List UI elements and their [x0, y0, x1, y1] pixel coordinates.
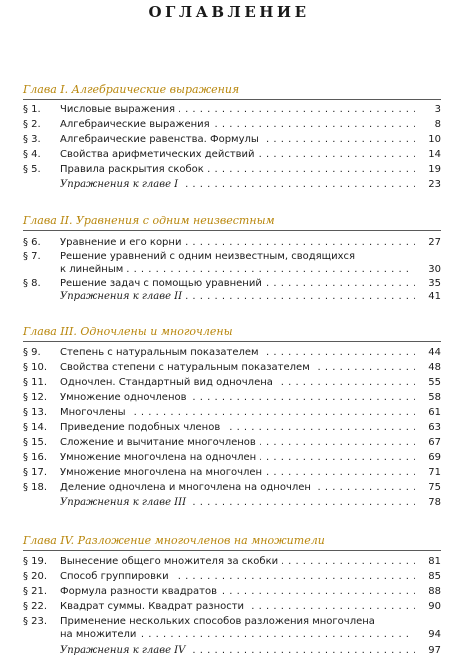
page-number: 69: [428, 452, 441, 463]
section-title: Приведение подобных членов: [60, 422, 224, 433]
page-title: ОГЛАВЛЕНИЕ: [148, 3, 310, 21]
toc-exercises-2[interactable]: [23, 290, 441, 303]
section-title: Способ группировки: [60, 571, 173, 582]
section-number: § 2.: [23, 119, 41, 130]
toc-entry-18[interactable]: [23, 481, 441, 494]
section-number: § 6.: [23, 237, 41, 248]
section-title: Одночлен. Стандартный вид одночлена: [60, 377, 277, 388]
section-number: § 12.: [23, 392, 48, 403]
section-number: § 16.: [23, 452, 48, 463]
section-number: § 23.: [23, 616, 48, 627]
page-number: 90: [428, 601, 441, 612]
toc-entry-19[interactable]: [23, 555, 441, 568]
toc-exercises-1[interactable]: [23, 178, 441, 191]
page-number: 81: [428, 556, 441, 567]
page-number: 23: [428, 179, 441, 190]
section-number: § 9.: [23, 347, 41, 358]
toc-exercises-3[interactable]: [23, 496, 441, 509]
toc-entry-12[interactable]: [23, 391, 441, 404]
page-number: 35: [428, 278, 441, 289]
toc-entry-22[interactable]: [23, 600, 441, 613]
page-number: 78: [428, 497, 441, 508]
section-number: § 7.: [23, 251, 41, 262]
section-title: Свойства степени с натуральным показателем: [60, 362, 314, 373]
toc-entry-23[interactable]: [23, 615, 441, 641]
page-number: 58: [428, 392, 441, 403]
section-title: Вынесение общего множителя за скобки: [60, 556, 282, 567]
toc-entry-11[interactable]: [23, 376, 441, 389]
page-number: 41: [428, 291, 441, 302]
toc-entry-16[interactable]: [23, 451, 441, 464]
section-number: § 1.: [23, 104, 41, 115]
page-number: 3: [434, 104, 441, 115]
section-number: § 15.: [23, 437, 48, 448]
section-title: Алгебраические равенства. Формулы: [60, 134, 263, 145]
section-number: § 21.: [23, 586, 48, 597]
chapter-4-heading[interactable]: Глава IV. Разложение многочленов на множители: [23, 534, 441, 551]
page-number: 10: [428, 134, 441, 145]
page-number: 85: [428, 571, 441, 582]
section-title: Числовые выражения: [60, 104, 179, 115]
section-number: § 4.: [23, 149, 41, 160]
toc-entry-21[interactable]: [23, 585, 441, 598]
section-number: § 3.: [23, 134, 41, 145]
section-title: Решение задач с помощью уравнений: [60, 278, 266, 289]
section-title: Уравнение и его корни: [60, 237, 185, 248]
toc-entry-10[interactable]: [23, 361, 441, 374]
section-title-line-1: Решение уравнений с одним неизвестным, сводящихся: [60, 251, 356, 262]
toc-entry-2[interactable]: [23, 118, 441, 131]
section-title: Многочлены: [60, 407, 130, 418]
toc-entry-17[interactable]: [23, 466, 441, 479]
exercises-title: Упражнения к главе I: [60, 179, 182, 190]
section-number: § 17.: [23, 467, 48, 478]
exercises-title: Упражнения к главе III: [60, 497, 190, 508]
section-title-line-1: Применение нескольких способов разложения многочлена: [60, 616, 375, 627]
page-number: 19: [428, 164, 441, 175]
section-title: Алгебраические выражения: [60, 119, 214, 130]
section-number: § 8.: [23, 278, 41, 289]
section-title: Сложение и вычитание многочленов: [60, 437, 260, 448]
section-title: Умножение многочлена на одночлен: [60, 452, 260, 463]
page-number: 27: [428, 237, 441, 248]
section-number: § 10.: [23, 362, 48, 373]
section-title: Квадрат суммы. Квадрат разности: [60, 601, 248, 612]
section-number: § 22.: [23, 601, 48, 612]
page-number: 14: [428, 149, 441, 160]
toc-entry-20[interactable]: [23, 570, 441, 583]
toc-entry-3[interactable]: [23, 133, 441, 146]
section-title: Свойства арифметических действий: [60, 149, 259, 160]
section-number: § 18.: [23, 482, 48, 493]
section-number: § 11.: [23, 377, 48, 388]
section-number: § 20.: [23, 571, 48, 582]
section-title: Умножение многочлена на многочлен: [60, 467, 266, 478]
page-number: 71: [428, 467, 441, 478]
page-number: 30: [428, 264, 441, 275]
section-title: Правила раскрытия скобок: [60, 164, 208, 175]
section-title-line-2: на множители: [60, 629, 140, 640]
section-title: Умножение одночленов: [60, 392, 191, 403]
section-title: Степень с натуральным показателем: [60, 347, 263, 358]
chapter-2-heading[interactable]: Глава II. Уравнения с одним неизвестным: [23, 214, 441, 231]
section-number: § 14.: [23, 422, 48, 433]
section-title: Формула разности квадратов: [60, 586, 221, 597]
toc-entry-6[interactable]: [23, 236, 441, 249]
page-number: 63: [428, 422, 441, 433]
section-number: § 5.: [23, 164, 41, 175]
page-number: 94: [428, 629, 441, 640]
section-number: § 19.: [23, 556, 48, 567]
page-number: 75: [428, 482, 441, 493]
section-number: § 13.: [23, 407, 48, 418]
page-number: 48: [428, 362, 441, 373]
toc-entry-1[interactable]: [23, 103, 441, 116]
page-number: 97: [428, 645, 441, 656]
page-number: 55: [428, 377, 441, 388]
exercises-title: Упражнения к главе II: [60, 291, 186, 302]
page-number: 61: [428, 407, 441, 418]
page-number: 44: [428, 347, 441, 358]
toc-entry-9[interactable]: [23, 346, 441, 359]
chapter-3-heading[interactable]: Глава III. Одночлены и многочлены: [23, 325, 441, 342]
section-title-line-2: к линейным: [60, 264, 127, 275]
section-title: Деление одночлена и многочлена на одночлен: [60, 482, 315, 493]
toc-entry-5[interactable]: [23, 163, 441, 176]
toc-entry-14[interactable]: [23, 421, 441, 434]
toc-exercises-4[interactable]: [23, 644, 441, 657]
page-number: 88: [428, 586, 441, 597]
exercises-title: Упражнения к главе IV: [60, 645, 189, 656]
toc-entry-8[interactable]: [23, 277, 441, 290]
toc-entry-15[interactable]: [23, 436, 441, 449]
toc-entry-4[interactable]: [23, 148, 441, 161]
page-number: 8: [434, 119, 441, 130]
toc-entry-7[interactable]: [23, 250, 441, 276]
chapter-1-heading[interactable]: Глава I. Алгебраические выражения: [23, 83, 441, 100]
page-number: 67: [428, 437, 441, 448]
toc-entry-13[interactable]: [23, 406, 441, 419]
